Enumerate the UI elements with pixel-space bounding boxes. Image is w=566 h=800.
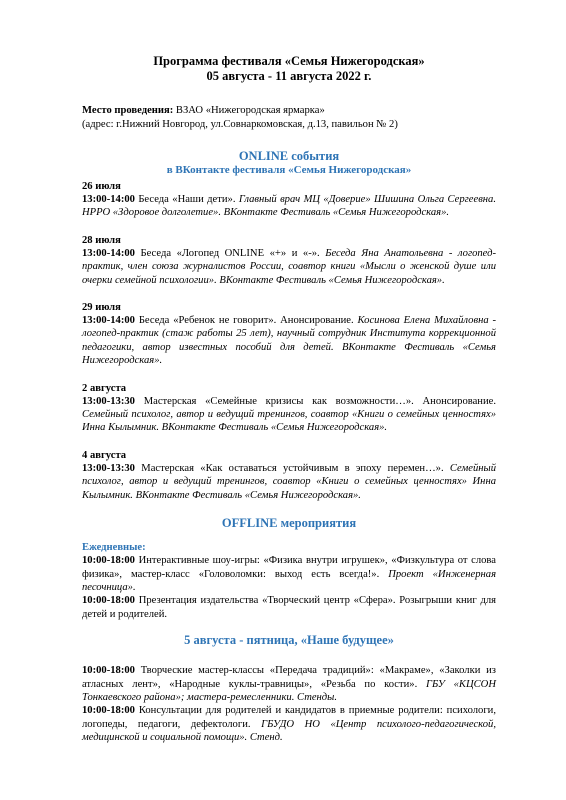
offline-section-heading: [82, 516, 496, 531]
event-entry: [82, 193, 496, 220]
event-details: Главный врач МЦ «Доверие» Шишина Ольга Сергеевна. НРРО «Здоровое долголетие». ВКонтакте Фестиваль «Семья Нижегородская».: [82, 194, 496, 219]
event-details: Проект «Инженерная песочница».: [82, 568, 496, 593]
day5-entry: [82, 704, 496, 744]
event-time: 13:00-14:00: [82, 315, 135, 327]
event-title: Презентация издательства «Творческий центр «Сфера». Розыгрыши книг для детей и родителей.: [82, 595, 496, 620]
event-details: Семейный психолог, автор и ведущий тренингов, соавтор «Книги о семейных ценностях» Инна Кылымник. ВКонтакте Фестиваль «Семья Нижегородская».: [82, 409, 496, 434]
page-title: [82, 54, 496, 84]
event-time: 13:00-14:00: [82, 247, 135, 259]
event-details: Семейный психолог, автор и ведущий тренингов, соавтор «Книги о семейных ценностях» Инна Кылымник. ВКонтакте Фестиваль «Семья Нижегородская».: [82, 462, 496, 501]
day-date: 4 августа: [82, 449, 127, 461]
title-line-1: Программа фестиваля «Семья Нижегородская»: [153, 54, 425, 68]
event-time: 10:00-18:00: [82, 595, 135, 607]
event-details: ГБУ «КЦСОН Тонкаевского района»; мастера-ремесленники. Стенды.: [82, 678, 496, 703]
event-details: ГБУДО НО «Центр психолого-педагогической, медицинской и социальной помощи». Стенд.: [82, 718, 496, 744]
event-entry: [82, 314, 496, 368]
event-time: 10:00-18:00: [82, 665, 135, 677]
document-content: [82, 54, 496, 745]
event-details: Косинова Елена Михайловна - логопед-практик (стаж работы 25 лет), научный сотрудник Института коррекционной педагогики, автор известных пособий для детей. ВКонтакте Фестиваль «Семья Нижегородская».: [82, 315, 497, 367]
event-entry: [82, 247, 496, 287]
venue-label: Место проведения:: [82, 105, 174, 116]
day-date: 28 июля: [82, 234, 121, 246]
event-details: Беседа Яна Анатольевна - логопед-практик, член союза журналистов России, соавтор книги «Мысли о женской душе или очерки семейной психологии». ВКонтакте Фестиваль «Семья Нижегородская».: [82, 247, 496, 286]
event-title: Интерактивные шоу-игры: «Физика внутри игрушек», «Физкультура от слова физика», мастер-класс «Головоломки: выход есть всегда!».: [82, 555, 496, 580]
event-title: Мастерская «Как оставаться устойчивым в эпоху перемен…».: [134, 462, 450, 474]
online-subtitle: в ВКонтакте фестиваля «Семья Нижегородская»: [166, 164, 412, 176]
offline-title: OFFLINE мероприятия: [221, 516, 357, 531]
venue-name: ВЗАО «Нижегородская ярмарка»: [173, 105, 325, 116]
day-date: 2 августа: [82, 382, 127, 394]
event-title: Беседа «Наши дети».: [134, 194, 239, 205]
daily-entry: [82, 594, 496, 621]
day5-heading: 5 августа - пятница, «Наше будущее»: [184, 633, 394, 648]
online-day: [82, 234, 496, 287]
event-title: Творческие мастер-классы «Передача традиций»: «Макраме», «Заколки из атласных лент», «Народные куклы-травницы», «Резьба по кости».: [82, 665, 496, 690]
online-day: [82, 449, 496, 502]
title-line-2: 05 августа - 11 августа 2022 г.: [206, 69, 372, 83]
online-section-heading: [82, 149, 496, 177]
venue-block: [82, 104, 496, 131]
event-entry: [82, 462, 496, 502]
day5-entry: [82, 664, 496, 704]
daily-label: Ежедневные:: [82, 542, 146, 554]
event-title: Беседа «Ребенок не говорит». Анонсирование.: [134, 315, 358, 327]
event-time: 13:00-13:30: [82, 462, 135, 474]
event-time: 10:00-18:00: [82, 705, 135, 717]
event-title: Мастерская «Семейные кризисы как возможности…». Анонсирование.: [134, 395, 496, 407]
online-title: ONLINE события: [238, 149, 340, 163]
daily-entry: [82, 554, 496, 594]
event-title: Консультации для родителей и кандидатов в приемные родители: психологи, логопеды, педагоги, дефектологи.: [82, 705, 496, 730]
online-day: [82, 382, 496, 435]
day-date: 29 июля: [82, 302, 121, 314]
event-time: 13:00-13:30: [82, 395, 135, 407]
online-day: [82, 180, 496, 220]
event-entry: [82, 395, 496, 435]
online-day: [82, 301, 496, 368]
venue-address: (адрес: г.Нижний Новгород, ул.Совнаркомовская, д.13, павильон № 2): [82, 118, 398, 130]
event-time: 13:00-14:00: [82, 194, 135, 205]
event-title: Беседа «Логопед ONLINE «+» и «-».: [134, 247, 326, 259]
event-time: 10:00-18:00: [82, 555, 135, 567]
day-date: 26 июля: [82, 181, 121, 192]
